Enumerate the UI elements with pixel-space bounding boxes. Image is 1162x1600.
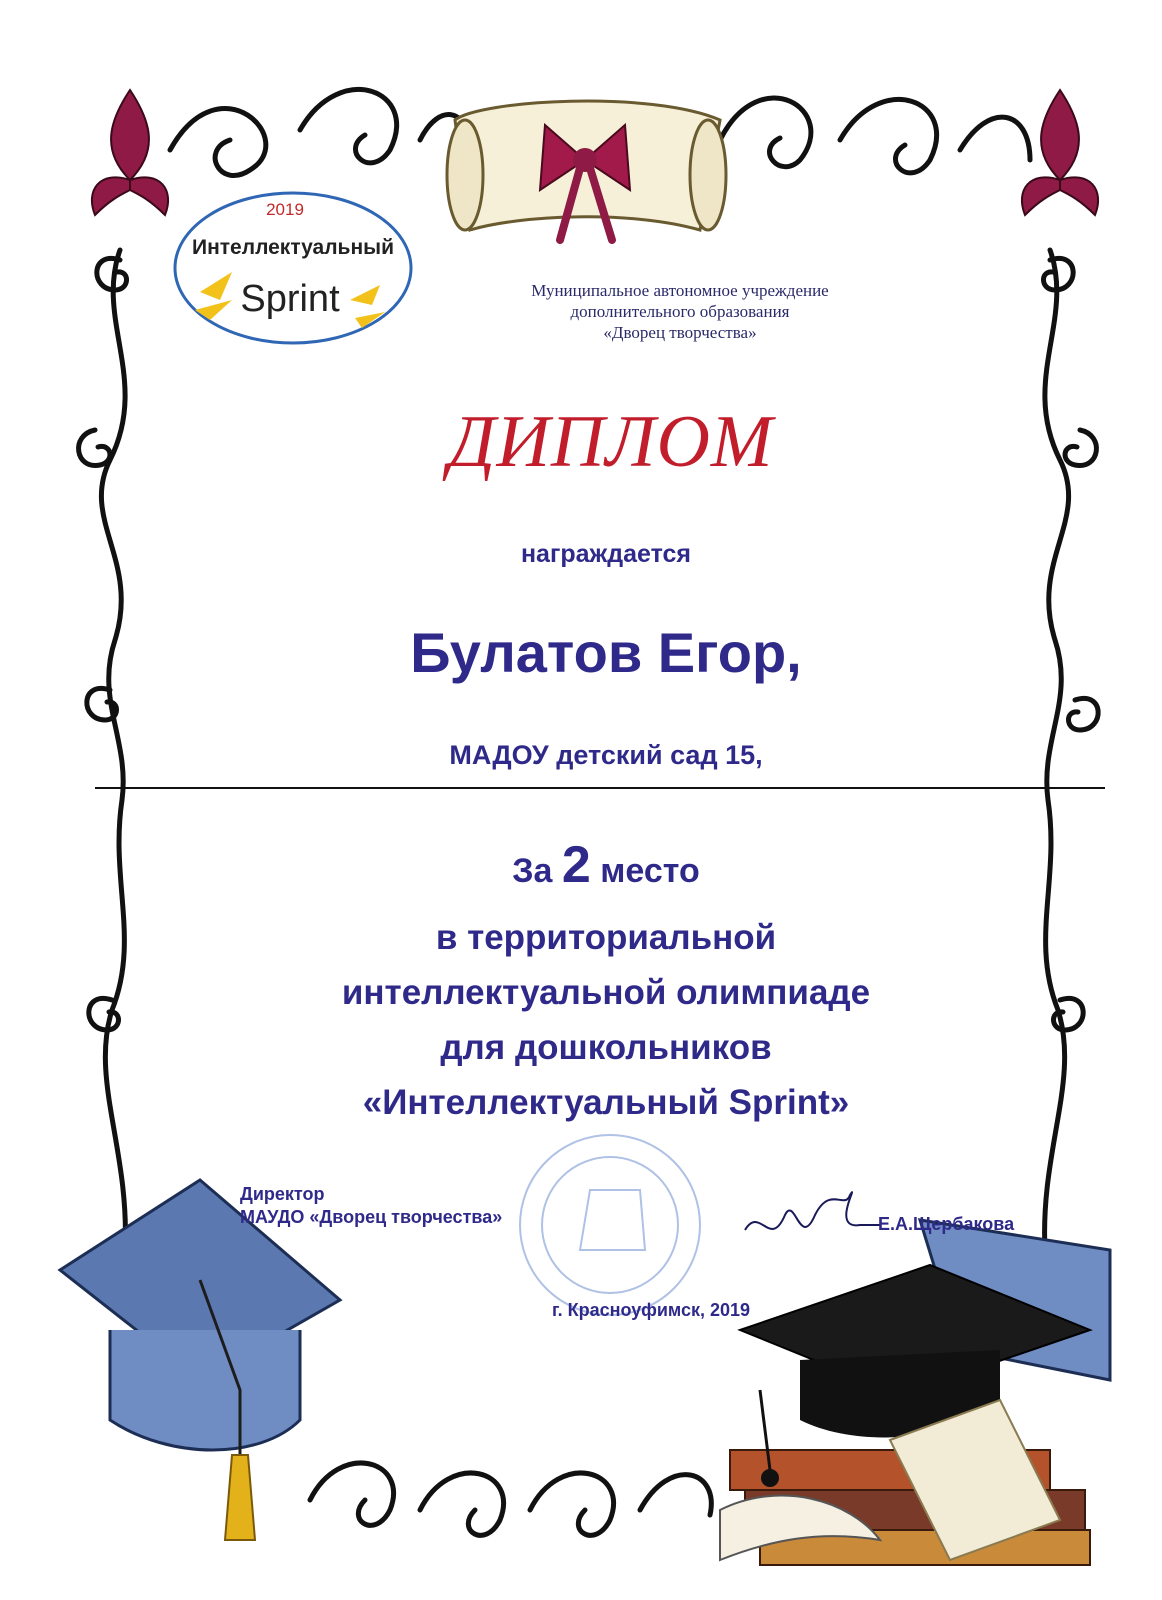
recipient-name: Булатов Егор, [410,621,802,684]
logo-year: 2019 [266,200,304,219]
organization-line: дополнительного образования [570,302,790,321]
graduation-cap-left-icon [60,1180,340,1540]
place-line [25,835,1162,895]
place-suffix: место [600,852,700,890]
city-year: г. Красноуфимск, 2019 [551,1300,751,1320]
logo-sprint: Sprint [240,278,340,320]
scroll-illustration [447,101,726,240]
graduation-cap-books-icon [720,1220,1110,1565]
signature-mark [745,1192,880,1230]
description [25,910,1162,1130]
diploma-title: ДИПЛОМ [448,401,774,483]
awarded-text: награждается [520,540,692,568]
stamp [520,1135,700,1315]
place-prefix: За [512,852,553,890]
signatory-role [240,1183,502,1229]
organization-header [480,280,880,343]
signatory-role-line: МАУДО «Дворец творчества» [240,1207,503,1227]
recipient-institution: МАДОУ детский сад 15, [449,740,763,770]
logo-title: Интеллектуальный [191,236,394,259]
description-line: интеллектуальной олимпиаде [341,973,871,1012]
signatory-role-line: Директор [240,1184,325,1204]
description-line: для дошкольников [440,1028,772,1067]
organization-line: Муниципальное автономное учреждение [531,281,829,300]
place-number: 2 [561,836,591,894]
description-line: «Интеллектуальный Sprint» [362,1083,850,1122]
signatory-name: Е.А.Щербакова [878,1214,1015,1234]
description-line: в территориальной [435,918,777,957]
organization-line: «Дворец творчества» [603,323,757,342]
